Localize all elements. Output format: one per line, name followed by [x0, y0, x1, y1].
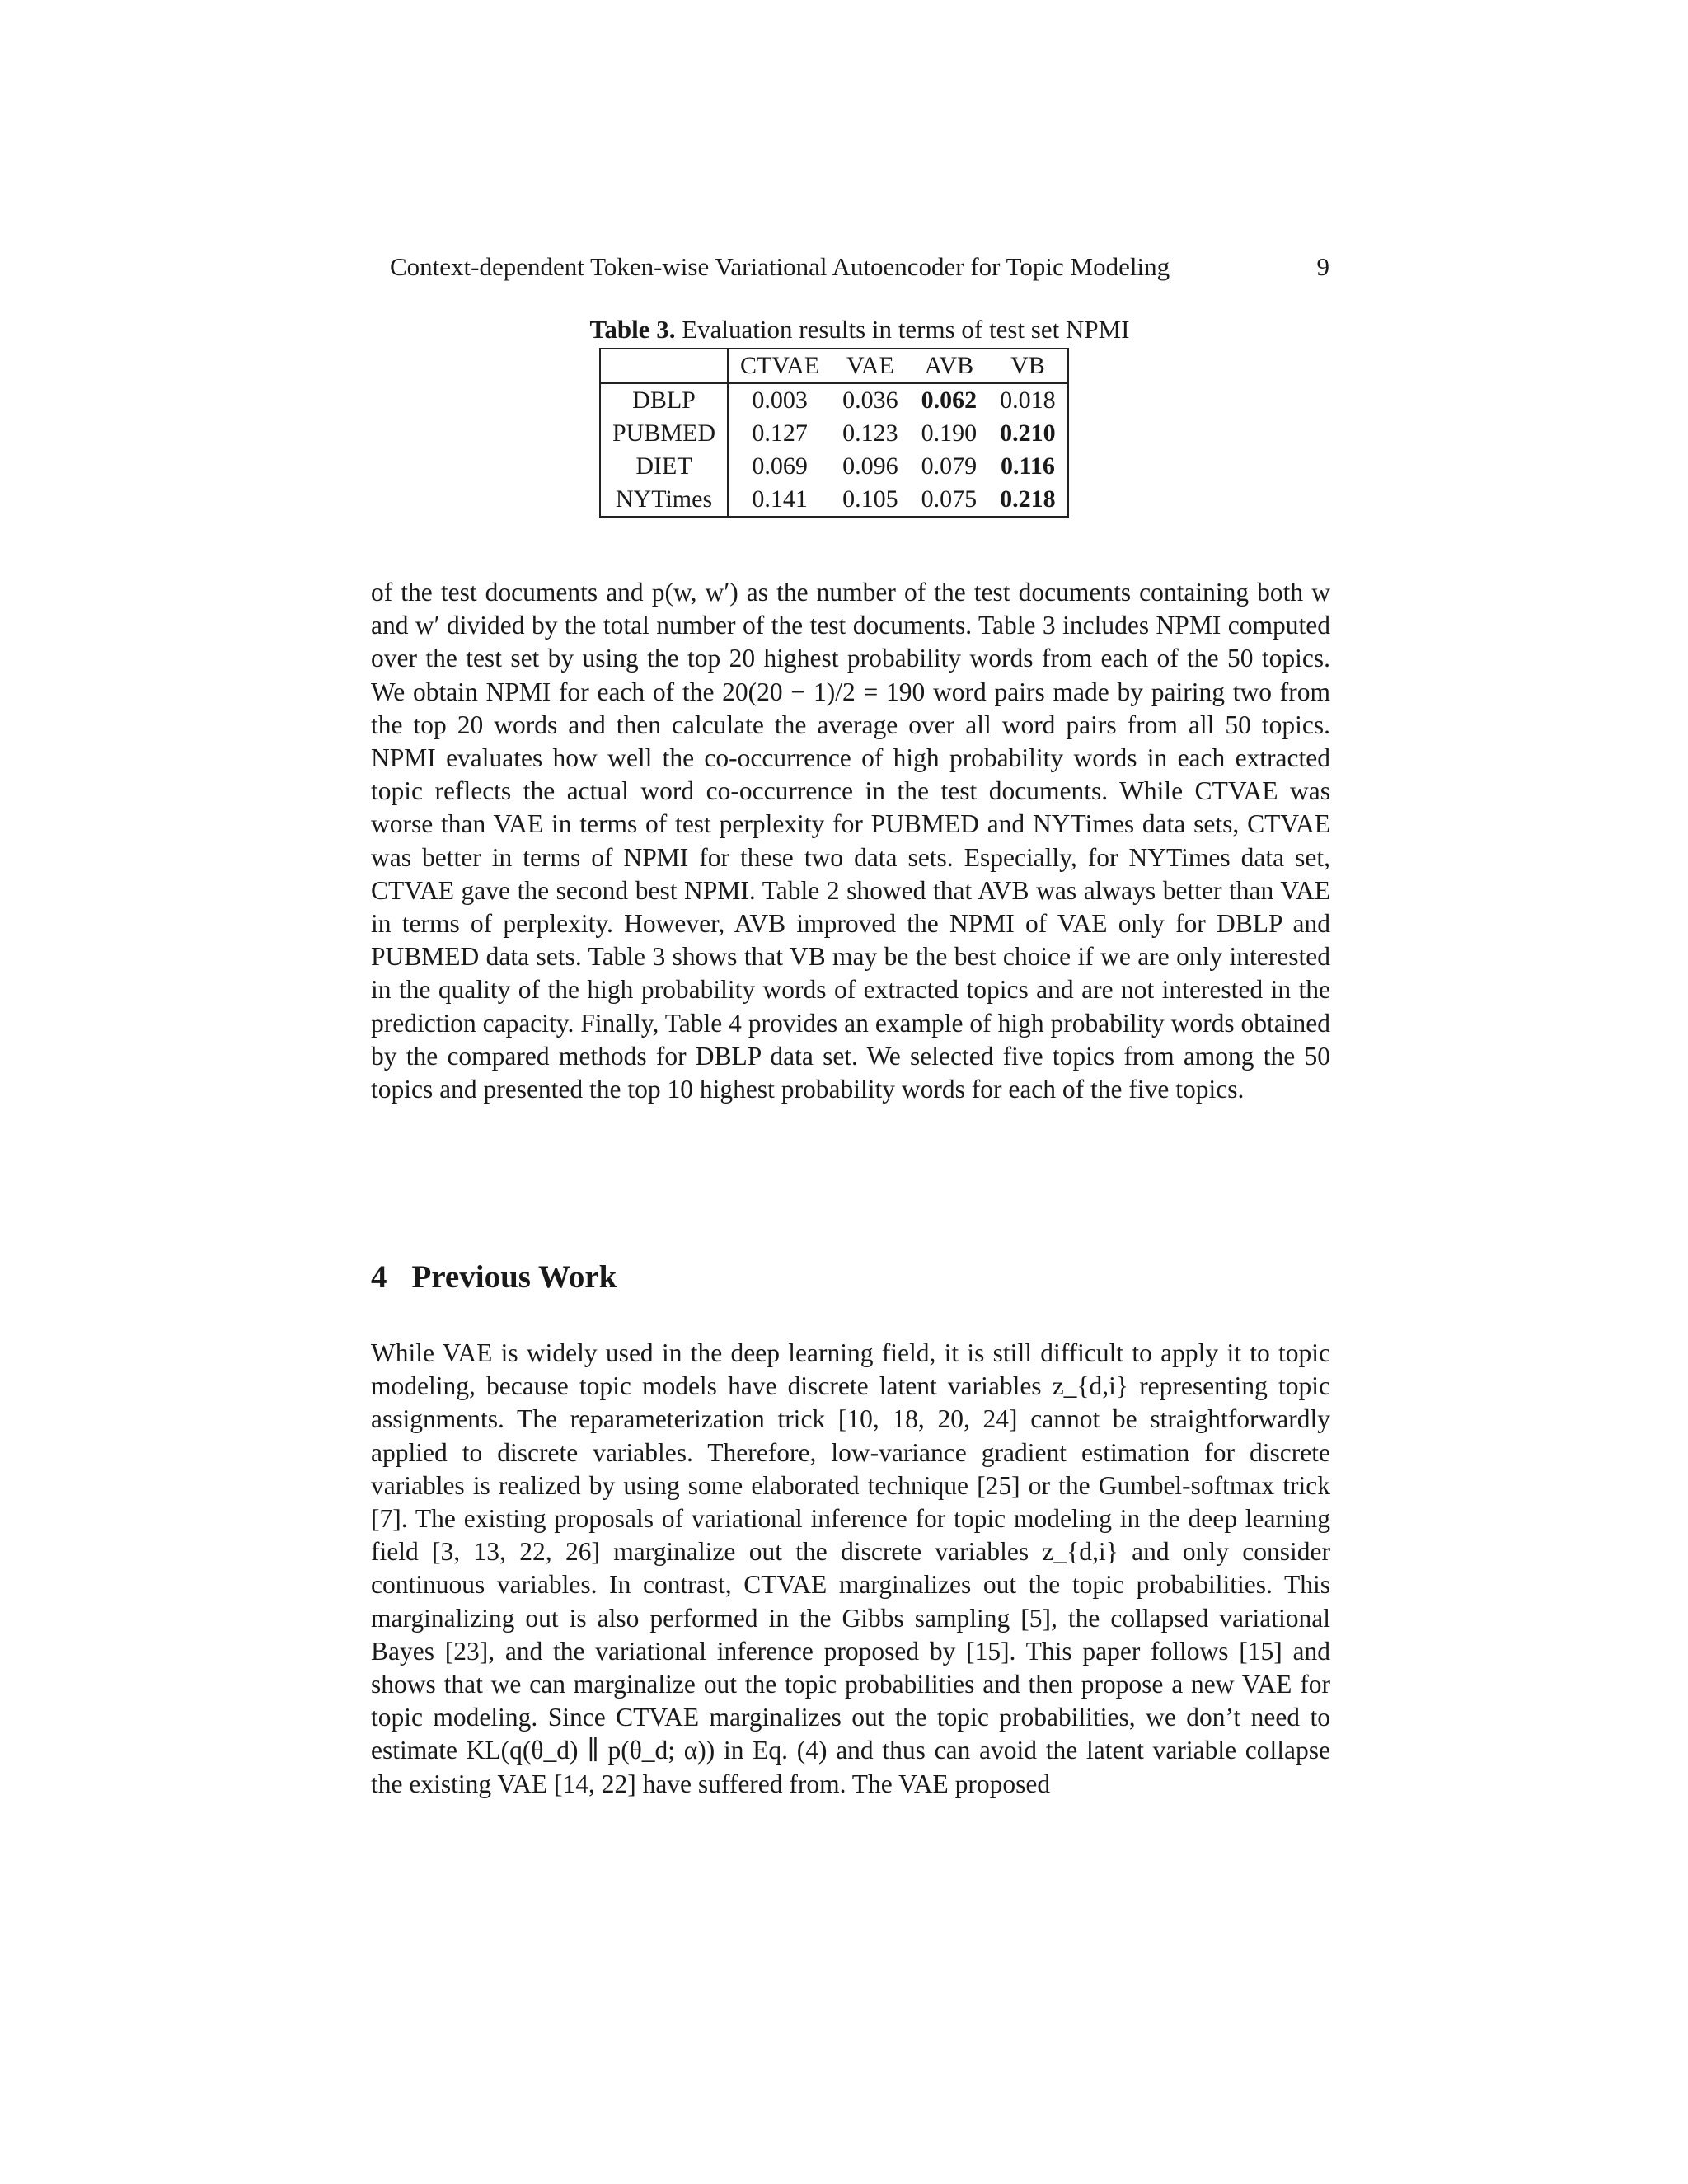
- row-label: NYTimes: [600, 483, 728, 517]
- table-row: [600, 417, 1068, 450]
- table-cell: 0.018: [988, 383, 1068, 417]
- table-cell: 0.123: [842, 419, 898, 447]
- table-row: [600, 483, 1068, 517]
- page-number: 9: [1316, 252, 1329, 281]
- results-table: [599, 348, 1069, 518]
- section-title: Previous Work: [411, 1259, 617, 1295]
- row-label: DBLP: [600, 383, 728, 417]
- column-header: VB: [988, 349, 1068, 383]
- section-number: 4: [371, 1259, 387, 1295]
- paragraph-npmi-discussion: of the test documents and p(w, w′) as the number of the test documents containing both w and w′ divided by the total number of the test documents. Table 3 includes NPMI computed over the test set by using the top 20 highest probability words from each of the 50 topics. We obtain NPMI for each of the 20(20 − 1)/2 = 190 word pairs made by pairing two from the top 20 words and then calculate the average over all word pairs from all 50 topics. NPMI evaluates how well the co-occurrence of high probability words in each extracted topic reflects the actual word co-occurrence in the test documents. While CTVAE was worse than VAE in terms of test perplexity for PUBMED and NYTimes data sets, CTVAE was better in terms of NPMI for these two data sets. Especially, for NYTimes data set, CTVAE gave the second best NPMI. Table 2 showed that AVB was always better than VAE in terms of perplexity. However, AVB improved the NPMI of VAE only for DBLP and PUBMED data sets. Table 3 shows that VB may be the best choice if we are only interested in the quality of the high probability words of extracted topics and are not interested in the prediction capacity. Finally, Table 4 provides an example of high probability words obtained by the compared methods for DBLP data set. We selected five topics from among the 50 topics and presented the top 10 highest probability words for each of the five topics.: [371, 578, 1330, 1104]
- running-title: Context-dependent Token-wise Variational Autoencoder for Topic Modeling: [390, 252, 1170, 281]
- table-caption-label: Table 3.: [589, 315, 676, 344]
- column-header: CTVAE: [728, 349, 831, 383]
- paragraph-previous-work: While VAE is widely used in the deep learning field, it is still difficult to apply it to topic modeling, because topic models have discrete latent variables z_{d,i} representing topic assignments. The reparameterization trick [10, 18, 20, 24] cannot be straightforwardly applied to discrete variables. Therefore, low-variance gradient estimation for discrete variables is realized by using some elaborated technique [25] or the Gumbel-softmax trick [7]. The existing proposals of variational inference for topic modeling in the deep learning field [3, 13, 22, 26] marginalize out the discrete variables z_{d,i} and only consider continuous variables. In contrast, CTVAE marginalizes out the topic probabilities. This marginalizing out is also performed in the Gibbs sampling [5], the collapsed variational Bayes [23], and the variational inference proposed by [15]. This paper follows [15] and shows that we can marginalize out the topic probabilities and then propose a new VAE for topic modeling. Since CTVAE marginalizes out the topic probabilities, we don’t need to estimate KL(q(θ_d) ∥ p(θ_d; α)) in Eq. (4) and thus can avoid the latent variable collapse the existing VAE [14, 22] have suffered from. The VAE proposed: [371, 1338, 1330, 1798]
- table-cell: 0.141: [728, 483, 831, 517]
- table-caption-text: Evaluation results in terms of test set NPMI: [682, 315, 1130, 344]
- table-cell: 0.069: [752, 452, 808, 480]
- table-cell: 0.036: [831, 383, 910, 417]
- row-label: DIET: [600, 450, 728, 483]
- table-corner-cell: [600, 349, 728, 383]
- table-header-row: [600, 349, 1068, 383]
- table-cell: 0.062: [910, 383, 989, 417]
- table-row: [600, 450, 1068, 483]
- table-cell: 0.116: [988, 450, 1068, 483]
- section-heading: [371, 1257, 617, 1298]
- column-header: AVB: [910, 349, 989, 383]
- row-label: PUBMED: [600, 417, 728, 450]
- table-row: [600, 383, 1068, 417]
- running-head: [390, 249, 1329, 285]
- table-cell: 0.218: [988, 483, 1068, 517]
- table-cell: 0.003: [728, 383, 831, 417]
- table-cell: 0.190: [921, 419, 978, 447]
- table-cell: 0.079: [921, 452, 978, 480]
- table-cell: 0.127: [752, 419, 808, 447]
- table-cell: 0.105: [831, 483, 910, 517]
- table-cell: 0.210: [988, 417, 1068, 450]
- table-caption: [390, 312, 1329, 348]
- table-cell: 0.075: [910, 483, 989, 517]
- column-header: VAE: [831, 349, 910, 383]
- table-cell: 0.096: [842, 452, 898, 480]
